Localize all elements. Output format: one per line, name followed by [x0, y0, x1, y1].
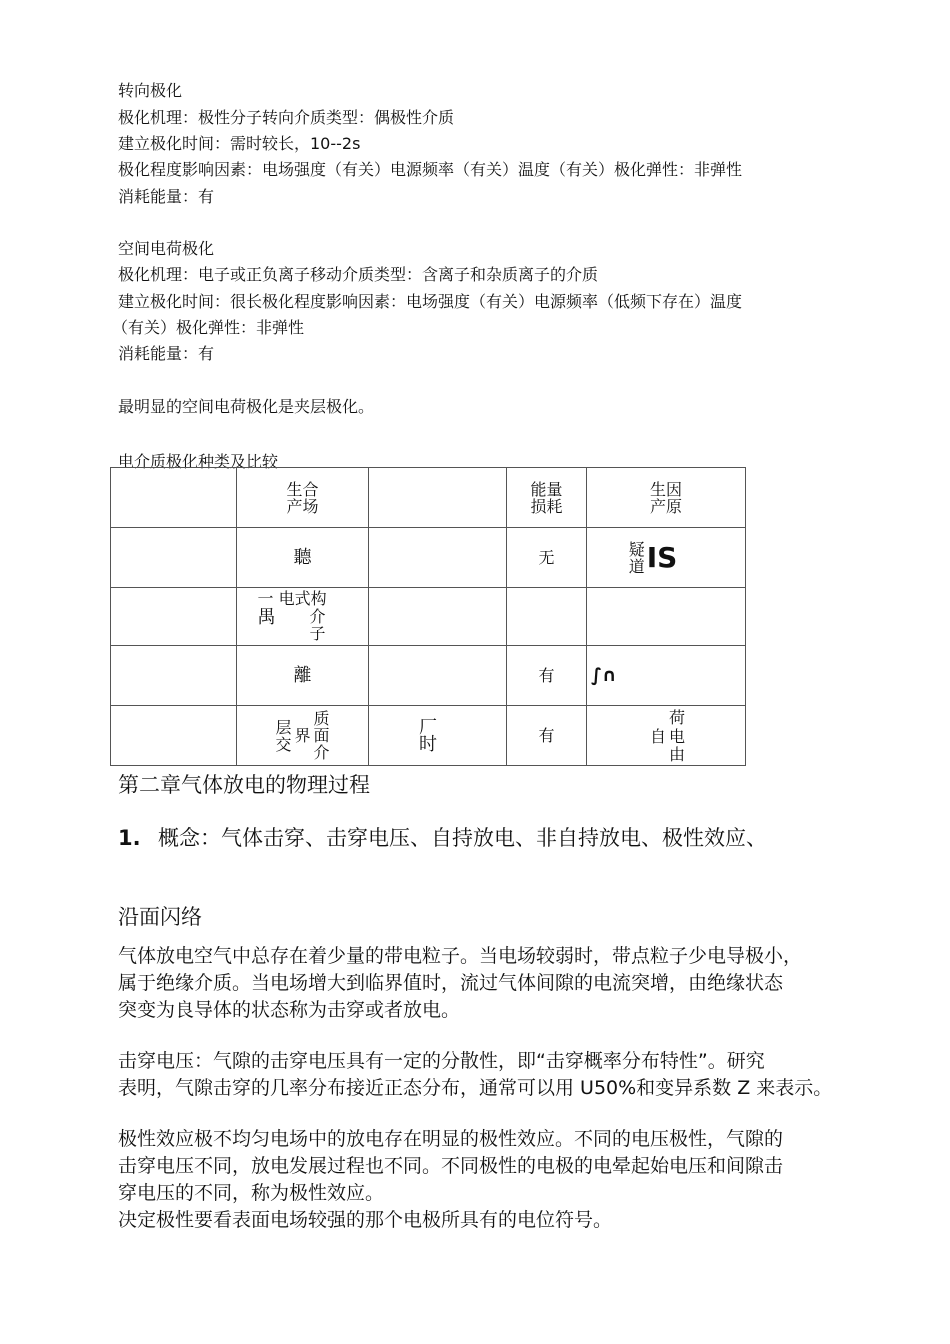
flashover-heading: 沿面闪络: [118, 905, 202, 929]
section-title-orientation: 转向极化: [118, 81, 183, 100]
table-row: [111, 528, 746, 588]
table-row: [111, 588, 746, 646]
table-cell: [587, 588, 746, 646]
table-cell: 厂 时: [369, 706, 507, 766]
table-cell: [111, 706, 237, 766]
section-title-space-charge: 空间电荷极化: [118, 239, 215, 258]
note-text: 最明显的空间电荷极化是夹层极化。: [118, 397, 375, 416]
table-row: [111, 646, 746, 706]
loss-text: 消耗能量：有: [118, 344, 215, 363]
paragraph-line: 击穿电压不同，放电发展过程也不同。不同极性的电极的电晕起始电压和间隙击: [118, 1155, 784, 1177]
table-cell: 聽: [237, 528, 369, 588]
paragraph-line: 极性效应极不均匀电场中的放电存在明显的极性效应。不同的电压极性，气隙的: [118, 1128, 784, 1150]
table-cell: 有: [507, 646, 587, 706]
time-text: 建立极化时间：很长极化程度影响因素：电场强度（有关）电源频率（低频下存在）温度: [118, 292, 743, 311]
table-cell: [507, 588, 587, 646]
paragraph-line: 气体放电空气中总存在着少量的带电粒子。当电场较弱时，带点粒子少电导极小，: [118, 945, 803, 967]
loss-text: 消耗能量：有: [118, 187, 215, 206]
time-text-cont: （有关）极化弹性：非弹性: [112, 318, 305, 337]
table-caption: 电介质极化种类及比较: [118, 452, 279, 471]
factors-text: 极化程度影响因素：电场强度（有关）电源频率（有关）温度（有关）极化弹性：非弹性: [118, 160, 743, 179]
table-cell: 疑 道 IS: [587, 528, 746, 588]
table-header-row: [111, 468, 746, 528]
mechanism-text: 极化机理：极性分子转向介质类型：偶极性介质: [118, 108, 455, 127]
table-cell: 无: [507, 528, 587, 588]
paragraph-line: 突变为良导体的状态称为击穿或者放电。: [118, 999, 461, 1021]
table-cell: ∫∩: [587, 646, 746, 706]
table-cell: [111, 588, 237, 646]
table-cell: 能量 损耗: [507, 468, 587, 528]
time-text: 建立极化时间：需时较长，10--2s: [118, 134, 361, 153]
table-cell: 荷 自 电 由: [587, 706, 746, 766]
table-cell: 生合 产场: [237, 468, 369, 528]
table-cell: [111, 528, 237, 588]
table-cell: 有: [507, 706, 587, 766]
table-cell: 離: [237, 646, 369, 706]
paragraph-line: 穿电压的不同，称为极性效应。: [118, 1182, 385, 1204]
table-cell: [111, 468, 237, 528]
concept-line: 1. 概念：气体击穿、击穿电压、自持放电、非自持放电、极性效应、: [118, 826, 767, 850]
table-cell: [111, 646, 237, 706]
table-cell: [369, 588, 507, 646]
paragraph-line: 属于绝缘介质。当电场增大到临界值时，流过气体间隙的电流突增，由绝缘状态: [118, 972, 784, 994]
polarization-comparison-table: [110, 467, 746, 766]
table-cell: 层 交 界 质 面 介: [237, 706, 369, 766]
paragraph-line: 表明，气隙击穿的几率分布接近正态分布，通常可以用 U50%和变异系数 Z 来表示。: [118, 1077, 833, 1099]
mechanism-text: 极化机理：电子或正负离子移动介质类型：含离子和杂质离子的介质: [118, 265, 599, 284]
table-cell: 生因 产原: [587, 468, 746, 528]
table-cell: [369, 468, 507, 528]
table-cell: [369, 646, 507, 706]
chapter-heading: 第二章气体放电的物理过程: [118, 773, 370, 797]
table-cell: 一 电式构 禺 介 子: [237, 588, 369, 646]
paragraph-line: 决定极性要看表面电场较强的那个电极所具有的电位符号。: [118, 1209, 613, 1231]
paragraph-line: 击穿电压：气隙的击穿电压具有一定的分散性，即“击穿概率分布特性”。研究: [118, 1050, 765, 1072]
table-cell: [369, 528, 507, 588]
table-row: [111, 706, 746, 766]
